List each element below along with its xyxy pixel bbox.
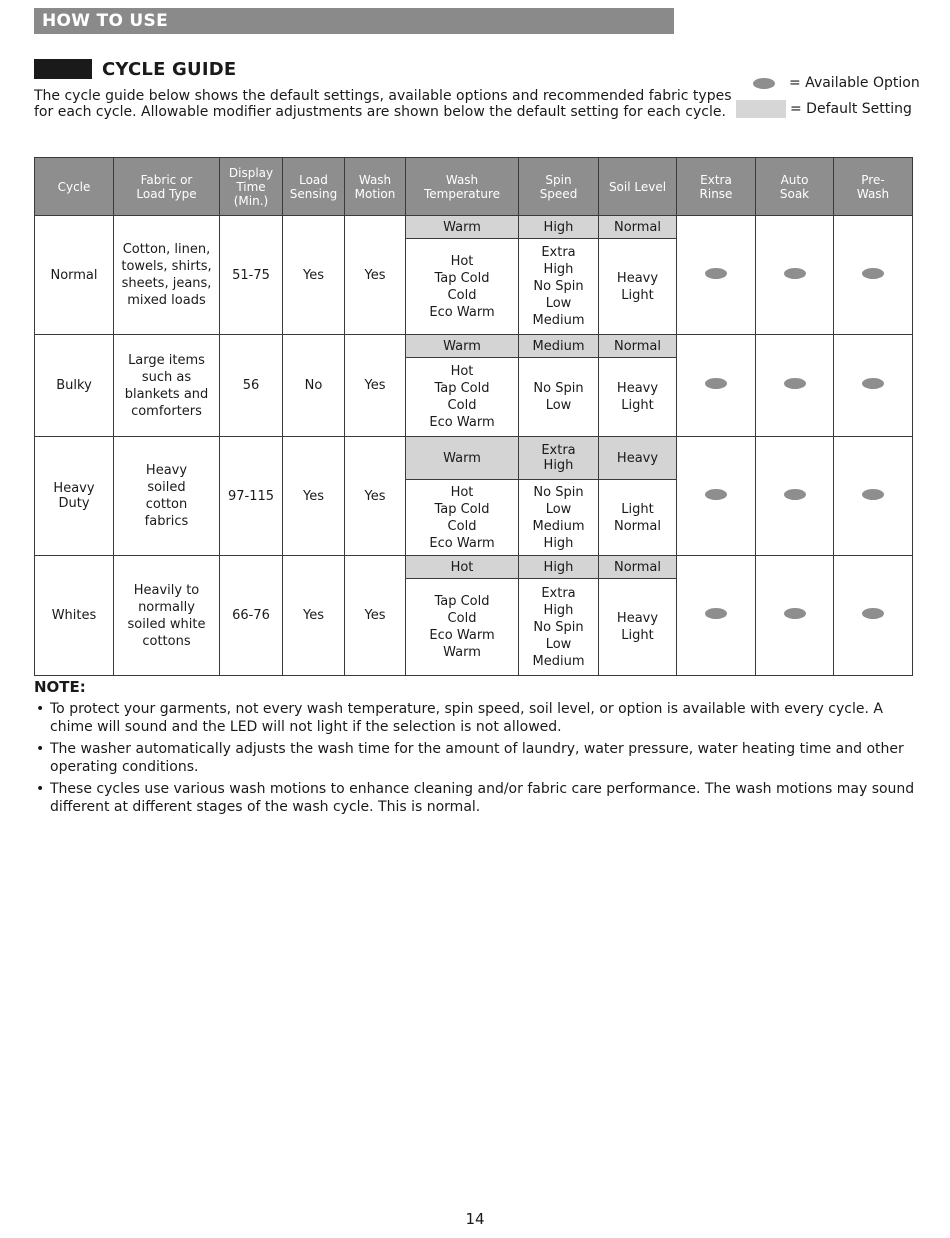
text-line: Wash (445, 172, 479, 187)
text-line: Heavy (145, 463, 188, 478)
fabric-type (114, 216, 220, 335)
text-line: Warm (443, 219, 481, 235)
table-row (35, 437, 913, 480)
section-banner: HOW TO USE (34, 8, 674, 34)
spin-speed-options (519, 579, 599, 676)
text-line: Soak (779, 186, 810, 201)
text-line: Hot (450, 484, 474, 500)
text-line: soiled (147, 480, 186, 495)
default-soil-level (599, 335, 677, 358)
text-line: Tap Cold (434, 270, 490, 286)
text-line: (Min.) (233, 193, 269, 208)
text-line: Light (621, 398, 654, 413)
spin-speed-options (519, 480, 599, 556)
default-temperature (406, 437, 519, 480)
legend-available-label: = Available Option (789, 75, 920, 91)
wash-motion: Yes (345, 556, 406, 676)
extra-rinse-option (677, 335, 756, 437)
text-line: Extra (541, 443, 576, 458)
text-line: Temperature (423, 186, 500, 201)
soil-level-options (599, 579, 677, 676)
legend-default (736, 96, 920, 122)
text-line: High (543, 262, 574, 277)
text-line: cotton (145, 497, 188, 512)
fabric-type (114, 335, 220, 437)
load-sensing: Yes (283, 437, 345, 556)
pre-wash-option (834, 335, 913, 437)
auto-soak-option (756, 216, 834, 335)
text-line: Speed (539, 186, 578, 201)
text-line: soiled white (127, 616, 206, 632)
text-line: Wash (358, 172, 392, 187)
text-line: Tap Cold (434, 594, 490, 609)
table-body (35, 216, 913, 676)
available-option-icon (862, 608, 884, 619)
default-spin-speed (519, 437, 599, 480)
text-line: Time (236, 179, 266, 194)
available-option-icon (784, 268, 806, 279)
text-line: Pre- (861, 172, 885, 187)
text-line: High (543, 219, 574, 235)
text-line: Duty (58, 496, 90, 511)
text-line: Warm (443, 338, 481, 354)
header-pre-wash (834, 158, 913, 216)
text-line: Heavy (616, 270, 659, 286)
text-line: towels, shirts, (121, 259, 212, 274)
text-line: normally (138, 599, 195, 615)
temperature-options (406, 239, 519, 335)
default-spin-speed (519, 556, 599, 579)
text-line: Cotton, linen, (122, 242, 211, 257)
text-line: Load Type (136, 186, 197, 201)
header-wash-motion (345, 158, 406, 216)
text-line: Load (299, 172, 328, 187)
text-line: No Spin (533, 279, 584, 294)
cycle-name (35, 437, 114, 556)
text-line: Heavy (616, 381, 659, 396)
default-soil-level (599, 216, 677, 239)
text-line: Eco Warm (429, 535, 495, 551)
available-option-icon (784, 489, 806, 500)
text-line: Heavy (616, 611, 659, 626)
available-option-icon (705, 489, 727, 500)
text-line: Normal (50, 267, 98, 283)
text-line: Cold (447, 611, 477, 626)
load-sensing: No (283, 335, 345, 437)
load-sensing: Yes (283, 216, 345, 335)
default-temperature (406, 335, 519, 358)
text-line: No Spin (533, 381, 584, 396)
text-line: Heavy (616, 450, 659, 466)
extra-rinse-option (677, 216, 756, 335)
load-sensing: Yes (283, 556, 345, 676)
spin-speed-options (519, 239, 599, 335)
text-line: Hot (450, 364, 474, 379)
header-fabric (114, 158, 220, 216)
pre-wash-option (834, 437, 913, 556)
note-heading: NOTE: (34, 678, 86, 696)
text-line: Auto (780, 172, 809, 187)
pre-wash-option (834, 216, 913, 335)
note-item: • The washer automatically adjusts the wash time for the amount of laundry, water pressure, water heating time and other operating conditions. (34, 740, 924, 776)
default-soil-level (599, 556, 677, 579)
header-display-time (220, 158, 283, 216)
note-item: • To protect your garments, not every wash temperature, spin speed, soil level, or option is available with every cycle. A chime will sound and the LED will not light if the selection is not allowed. (34, 700, 924, 736)
text-line: sheets, jeans, (121, 276, 212, 291)
text-line: Cold (447, 287, 477, 303)
text-line: No Spin (533, 619, 584, 635)
auto-soak-option (756, 437, 834, 556)
text-line: Hot (450, 253, 474, 269)
notes-list (34, 700, 924, 820)
text-line: Whites (51, 608, 97, 623)
note-item: • These cycles use various wash motions to enhance cleaning and/or fabric care performance. The wash motions may sound different at different stages of the wash cycle. This is normal. (34, 780, 924, 816)
text-line: Light (621, 287, 654, 303)
legend-default-label: = Default Setting (790, 101, 912, 117)
text-line: Tap Cold (434, 501, 490, 517)
available-option-icon (862, 489, 884, 500)
text-line: mixed loads (127, 293, 206, 308)
wash-motion: Yes (345, 335, 406, 437)
text-line: High (543, 602, 574, 618)
text-line: Extra (541, 585, 576, 601)
available-option-icon (784, 378, 806, 389)
default-spin-speed (519, 335, 599, 358)
text-line: Eco Warm (429, 415, 495, 430)
text-line: Low (545, 636, 572, 652)
spin-speed-options (519, 358, 599, 437)
text-line: Tap Cold (434, 381, 490, 396)
text-line: Extra (541, 245, 576, 260)
text-line: fabrics (144, 514, 189, 529)
display-time: 56 (220, 335, 283, 437)
cycle-name (35, 556, 114, 676)
header-spin-speed (519, 158, 599, 216)
cycle-name (35, 216, 114, 335)
available-option-icon (784, 608, 806, 619)
header-extra-rinse (677, 158, 756, 216)
text-line: No Spin (533, 484, 584, 500)
header-load-sensing (283, 158, 345, 216)
header-soil-level (599, 158, 677, 216)
text-line: Heavy (53, 481, 95, 496)
text-line: High (543, 535, 574, 551)
fabric-type (114, 437, 220, 556)
pre-wash-option (834, 556, 913, 676)
text-line: Sensing (289, 186, 338, 201)
wash-motion: Yes (345, 437, 406, 556)
default-setting-swatch (736, 100, 786, 118)
fabric-type (114, 556, 220, 676)
text-line: Extra (700, 172, 732, 187)
display-time: 97-115 (220, 437, 283, 556)
text-line: Normal (613, 338, 662, 354)
text-line: Warm (443, 645, 481, 660)
table-row (35, 216, 913, 239)
text-line: Display (228, 165, 274, 180)
text-line: Motion (354, 186, 396, 201)
wash-motion: Yes (345, 216, 406, 335)
text-line: Medium (532, 518, 585, 534)
text-line: Eco Warm (429, 628, 495, 643)
page-title: CYCLE GUIDE (102, 58, 237, 80)
text-line: Normal (613, 518, 662, 534)
text-line: Cycle (57, 179, 91, 194)
available-option-icon (705, 608, 727, 619)
text-line: Cold (447, 398, 477, 413)
text-line: Soil Level (608, 179, 667, 194)
soil-level-options (599, 358, 677, 437)
available-option-icon (862, 378, 884, 389)
extra-rinse-option (677, 556, 756, 676)
available-option-icon (862, 268, 884, 279)
text-line: Hot (450, 559, 474, 575)
default-spin-speed (519, 216, 599, 239)
text-line: blankets and (124, 386, 209, 402)
extra-rinse-option (677, 437, 756, 556)
soil-level-options (599, 239, 677, 335)
default-soil-level (599, 437, 677, 480)
table-header-row (35, 158, 913, 216)
display-time: 66-76 (220, 556, 283, 676)
text-line: Warm (443, 450, 481, 466)
available-option-icon (705, 378, 727, 389)
soil-level-options (599, 480, 677, 556)
temperature-options (406, 579, 519, 676)
temperature-options (406, 358, 519, 437)
cycle-guide-table (34, 157, 913, 676)
text-line: Light (621, 501, 654, 517)
intro-text: The cycle guide below shows the default settings, available options and recommended fabric types for each cycle. Allowable modifier adjustments are shown below the default setting for each cycle. (34, 88, 732, 120)
text-line: Low (545, 296, 572, 311)
text-line: Light (621, 628, 654, 643)
header-cycle (35, 158, 114, 216)
temperature-options (406, 480, 519, 556)
table-row (35, 556, 913, 579)
cycle-name (35, 335, 114, 437)
header-wash-temperature (406, 158, 519, 216)
text-line: Wash (856, 186, 890, 201)
table-row (35, 335, 913, 358)
available-option-icon (753, 78, 775, 89)
text-line: cottons (142, 633, 191, 649)
text-line: Spin (545, 172, 572, 187)
auto-soak-option (756, 335, 834, 437)
text-line: High (543, 458, 574, 473)
legend-available (736, 70, 920, 96)
text-line: Cold (447, 518, 477, 534)
text-line: such as (141, 369, 192, 385)
text-line: Large items (128, 352, 205, 368)
text-line: Heavily to (133, 582, 200, 598)
text-line: High (543, 559, 574, 575)
text-line: comforters (131, 403, 202, 419)
text-line: Normal (613, 559, 662, 575)
text-line: Normal (613, 219, 662, 235)
text-line: Eco Warm (429, 304, 495, 320)
heading-marker (34, 59, 92, 79)
text-line: Low (545, 398, 572, 413)
header-auto-soak (756, 158, 834, 216)
text-line: Fabric or (140, 172, 193, 187)
text-line: Medium (532, 653, 585, 669)
page-number: 14 (465, 1210, 485, 1228)
available-option-icon (705, 268, 727, 279)
default-temperature (406, 556, 519, 579)
default-temperature (406, 216, 519, 239)
text-line: Low (545, 501, 572, 517)
legend (736, 70, 920, 122)
section-heading (34, 58, 236, 80)
auto-soak-option (756, 556, 834, 676)
text-line: Medium (532, 338, 585, 354)
text-line: Rinse (699, 186, 733, 201)
text-line: Medium (532, 313, 585, 328)
text-line: Bulky (56, 378, 92, 393)
display-time: 51-75 (220, 216, 283, 335)
